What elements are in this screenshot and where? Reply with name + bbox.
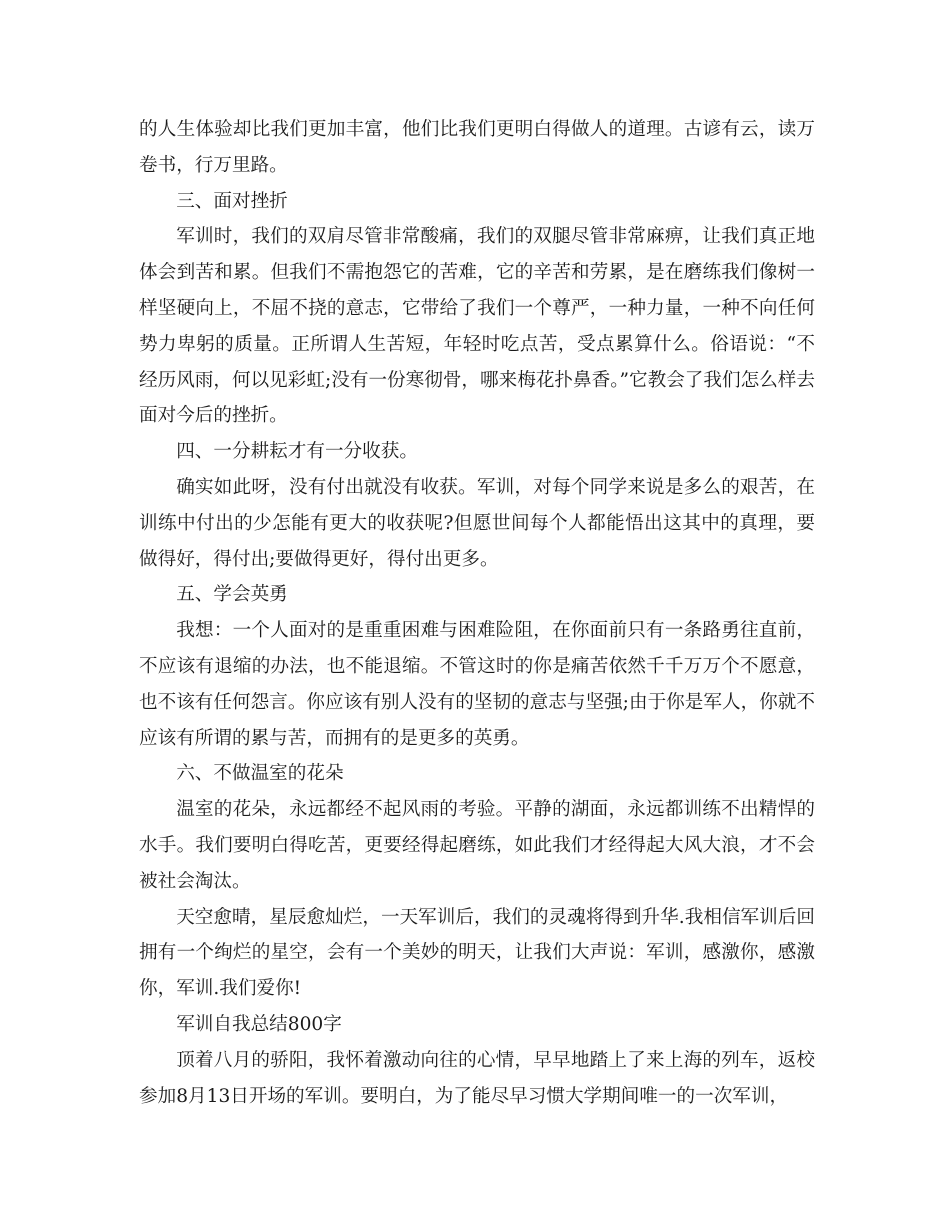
document-body — [139, 112, 815, 1114]
paragraph-continuation: 的人生体验却比我们更加丰富，他们比我们更明白得做人的道理。古谚有云，读万卷书，行万里路。 — [139, 119, 815, 176]
section-heading-summary-800: 军训自我总结800字 — [176, 1013, 342, 1035]
paragraph: 温室的花朵，永远都经不起风雨的考验。平静的湖面，永远都训练不出精悍的水手。我们要明白得吃苦，更要经得起磨练，如此我们才经得起大风大浪，才不会被社会淘汰。 — [139, 799, 815, 892]
paragraph: 军训时，我们的双肩尽管非常酸痛，我们的双腿尽管非常麻痹，让我们真正地体会到苦和累。但我们不需抱怨它的苦难，它的辛苦和劳累，是在磨练我们像树一样坚硬向上，不屈不挠的意志，它带给了我们一个尊严，一种力量，一种不向任何势力卑躬的质量。正所谓人生苦短，年轻时吃点苦，受点累算什么。俗语说：“不经历风雨，何以见彩虹;没有一份寒彻骨，哪来梅花扑鼻香。”它教会了我们怎么样去面对今后的挫折。 — [139, 226, 815, 427]
paragraph: 确实如此呀，没有付出就没有收获。军训，对每个同学来说是多么的艰苦，在训练中付出的少怎能有更大的收获呢?但愿世间每个人都能悟出这其中的真理，要做得好，得付出;要做得更好，得付出更多。 — [139, 476, 815, 570]
section-heading-effort-reward: 四、一分耕耘才有一分收获。 — [176, 441, 418, 463]
paragraph: 顶着八月的骄阳，我怀着激动向往的心情，早早地踏上了来上海的列车，返校参加8月13日开场的军训。要明白，为了能尽早习惯大学期间唯一的一次军训， — [139, 1049, 815, 1107]
section-heading-greenhouse-flower: 六、不做温室的花朵 — [176, 763, 344, 785]
section-heading-facing-setbacks: 三、面对挫折 — [176, 190, 288, 212]
paragraph: 我想：一个人面对的是重重困难与困难险阻，在你面前只有一条路勇往直前，不应该有退缩的办法，也不能退缩。不管这时的你是痛苦依然千千万万个不愿意，也不该有任何怨言。你应该有别人没有的坚韧的意志与坚强;由于你是军人，你就不应该有所谓的累与苦，而拥有的是更多的英勇。 — [139, 620, 815, 749]
paragraph: 天空愈晴，星辰愈灿烂，一天军训后，我们的灵魂将得到升华.我相信军训后回拥有一个绚烂的星空，会有一个美妙的明天，让我们大声说：军训，感激你，感激你，军训.我们爱你! — [139, 906, 815, 1000]
section-heading-bravery: 五、学会英勇 — [176, 584, 288, 606]
